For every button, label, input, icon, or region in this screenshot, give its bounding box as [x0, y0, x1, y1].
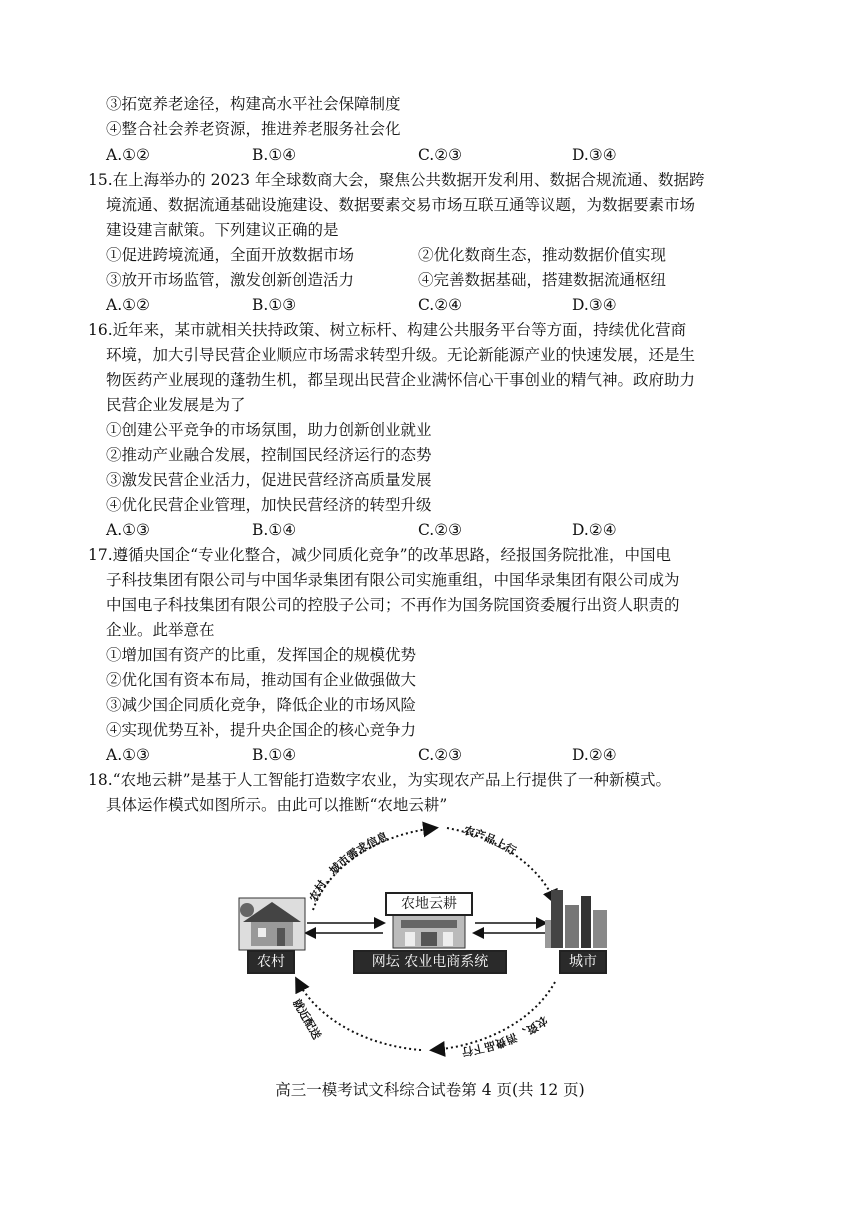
q15-option-1: ①促进跨境流通，全面开放数据市场	[106, 246, 355, 264]
q15-option-4: ④完善数据基础，搭建数据流通枢纽	[418, 271, 667, 289]
q17-choice-a: A.①③	[106, 746, 150, 764]
q18-stem-line-1: 18.“农地云耕”是基于人工智能打造数字农业，为实现农产品上行提供了一种新模式。	[88, 771, 672, 789]
q15-stem-line-1: 15.在上海举办的 2023 年全球数商大会，聚焦公共数据开发利用、数据合规流通、数据跨	[88, 171, 705, 189]
q15-choice-d: D.③④	[572, 296, 617, 314]
center-building-icon	[393, 914, 465, 948]
q16-stem-line-4: 民营企业发展是为了	[106, 396, 246, 414]
q16-choice-c: C.②③	[418, 521, 463, 539]
q17-choice-b: B.①④	[252, 746, 297, 764]
q16-option-2: ②推动产业融合发展，控制国民经济运行的态势	[106, 446, 432, 464]
q17-option-3: ③减少国企同质化竞争，降低企业的市场风险	[106, 696, 417, 714]
q15-choice-a: A.①②	[106, 296, 150, 314]
q14-option-4: ④整合社会养老资源，推进养老服务社会化	[106, 120, 401, 138]
q17-option-2: ②优化国有资本布局，推动国有企业做强做大	[106, 671, 417, 689]
label-goods-down: 农资、消费品下行	[460, 1013, 550, 1059]
q17-choice-d: D.②④	[572, 746, 617, 764]
q18-stem-line-2: 具体运作模式如图所示。由此可以推断“农地云耕”	[106, 796, 448, 814]
q15-choice-b: B.①③	[252, 296, 297, 314]
q16-stem-line-2: 环境，加大引导民营企业顺应市场需求转型升级。无论新能源产业的快速发展，还是生	[106, 346, 696, 364]
q17-stem-line-3: 中国电子科技集团有限公司的控股子公司；不再作为国务院国资委履行出资人职责的	[106, 596, 680, 614]
q15-option-3: ③放开市场监管，激发创新创造活力	[106, 271, 355, 289]
q14-choice-c: C.②③	[418, 146, 463, 164]
q15-stem-line-2: 境流通、数据流通基础设施建设、数据要素交易市场互联互通等议题，为数据要素市场	[106, 196, 696, 214]
q17-option-4: ④实现优势互补，提升央企国企的核心竞争力	[106, 721, 417, 739]
q17-stem-line-4: 企业。此举意在	[106, 621, 215, 639]
center-bar-box: 网坛 农业电商系统	[353, 950, 507, 974]
village-label: 农村	[247, 950, 295, 974]
q16-option-3: ③激发民营企业活力，促进民营经济高质量发展	[106, 471, 432, 489]
label-local-delivery: 就近配送	[290, 997, 324, 1042]
label-info-flow: 农村、城市需求信息	[306, 829, 390, 904]
q15-choice-c: C.②④	[418, 296, 463, 314]
q16-choice-d: D.②④	[572, 521, 617, 539]
label-products-up: 农产品上行	[462, 823, 519, 858]
q17-choice-c: C.②③	[418, 746, 463, 764]
village-house-icon	[239, 898, 305, 950]
q14-option-3: ③拓宽养老途径，构建高水平社会保障制度	[106, 95, 401, 113]
city-skyline-icon	[545, 890, 607, 948]
q16-stem-line-1: 16.近年来，某市就相关扶持政策、树立标杆、构建公共服务平台等方面，持续优化营商	[88, 321, 687, 339]
q16-option-4: ④优化民营企业管理，加快民营经济的转型升级	[106, 496, 432, 514]
page-footer: 高三一模考试文科综合试卷第 4 页(共 12 页)	[275, 1081, 585, 1099]
q17-stem-line-2: 子科技集团有限公司与中国华录集团有限公司实施重组，中国华录集团有限公司成为	[106, 571, 680, 589]
q14-choice-b: B.①④	[252, 146, 297, 164]
q15-option-2: ②优化数商生态，推动数据价值实现	[418, 246, 667, 264]
center-title-box: 农地云耕	[385, 892, 473, 916]
q16-choice-b: B.①④	[252, 521, 297, 539]
q14-choice-d: D.③④	[572, 146, 617, 164]
q14-choice-a: A.①②	[106, 146, 150, 164]
diagram-graphics	[225, 810, 625, 1060]
city-label: 城市	[559, 950, 607, 974]
q16-option-1: ①创建公平竞争的市场氛围，助力创新创业就业	[106, 421, 432, 439]
q15-stem-line-3: 建设建言献策。下列建议正确的是	[106, 221, 339, 239]
q16-choice-a: A.①③	[106, 521, 150, 539]
q16-stem-line-3: 物医药产业展现的蓬勃生机，都呈现出民营企业满怀信心干事创业的精气神。政府助力	[106, 371, 696, 389]
q17-stem-line-1: 17.遵循央国企“专业化整合，减少同质化竞争”的改革思路，经报国务院批准，中国电	[88, 546, 672, 564]
nongdi-yungeng-diagram	[225, 810, 625, 1060]
q17-option-1: ①增加国有资产的比重，发挥国企的规模优势	[106, 646, 417, 664]
